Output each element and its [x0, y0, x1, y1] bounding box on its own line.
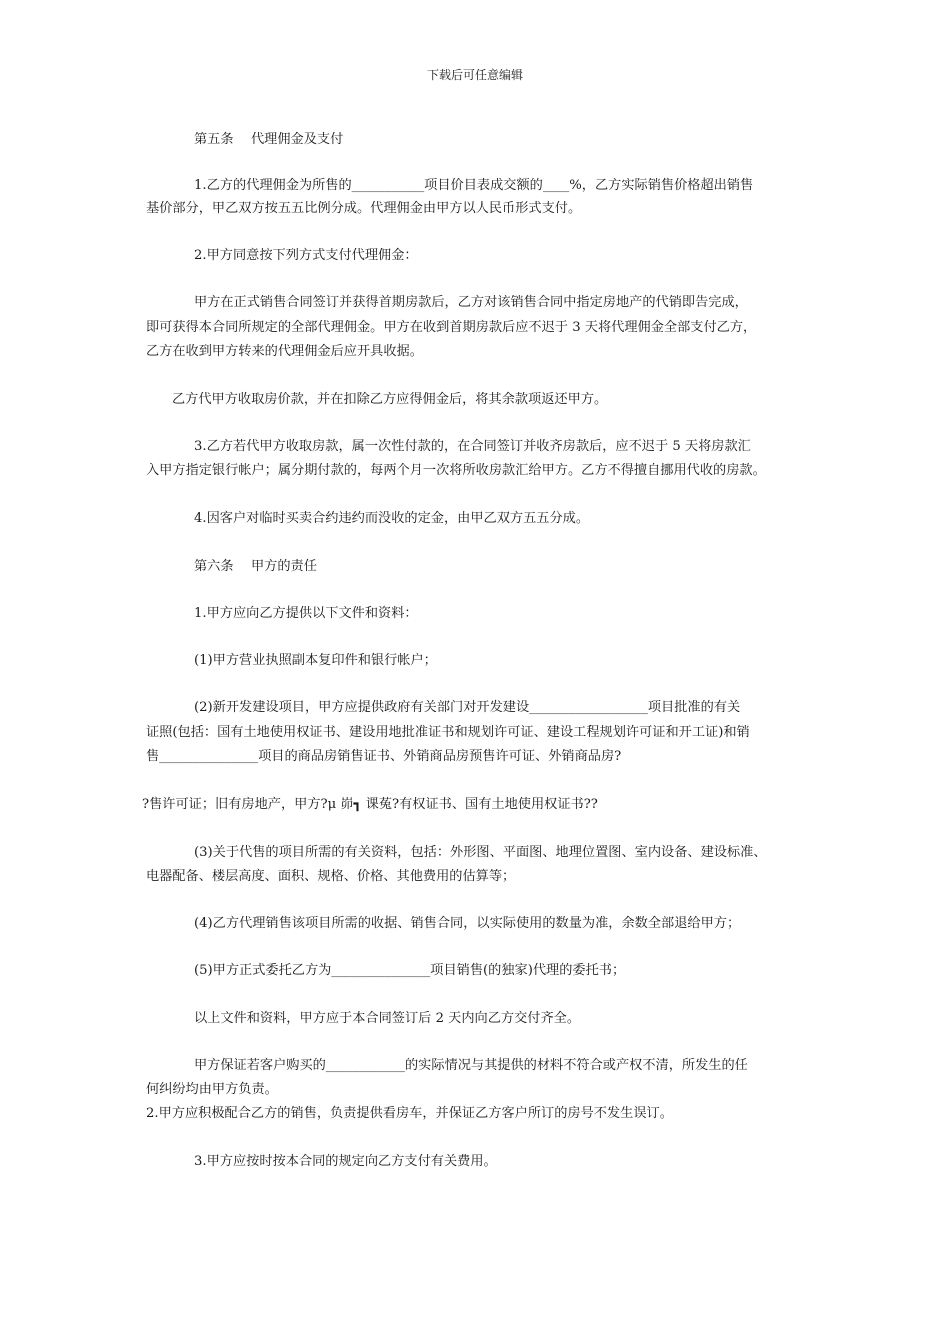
paragraph-line: (2)新开发建设项目，甲方应提供政府有关部门对开发建设__________________项目批准的有关	[194, 700, 741, 715]
article-5-title: 第五条 代理佣金及支付	[194, 132, 344, 147]
paragraph-line: 电器配备、楼层高度、面积、规格、价格、其他费用的估算等；	[146, 869, 516, 884]
paragraph-line: 甲方保证若客户购买的____________的实际情况与其提供的材料不符合或产权不清，所发生的任	[194, 1058, 748, 1073]
paragraph-line: 基价部分，甲乙双方按五五比例分成。代理佣金由甲方以人民币形式支付。	[146, 201, 582, 216]
paragraph-line: 即可获得本合同所规定的全部代理佣金。甲方在收到首期房款后应不迟于 3 天将代理佣金全部支付乙方，	[146, 320, 757, 335]
paragraph-line: 甲方在正式销售合同签订并获得首期房款后，乙方对该销售合同中指定房地产的代销即告完成，	[194, 295, 748, 310]
paragraph-line: 售_______________项目的商品房销售证书、外销商品房预售许可证、外销商品房?	[146, 749, 622, 764]
page-header: 下载后可任意编辑	[426, 68, 523, 82]
paragraph-line: 入甲方指定银行帐户；属分期付款的，每两个月一次将所收房款汇给甲方。乙方不得擅自挪用代收的房款。	[146, 463, 766, 478]
paragraph-line: (5)甲方正式委托乙方为_______________项目销售(的独家)代理的委托书；	[194, 963, 626, 978]
paragraph-line: (1)甲方营业执照副本复印件和银行帐户；	[194, 653, 437, 668]
paragraph-line: 1.乙方的代理佣金为所售的___________项目价目表成交额的____%，乙方实际销售价格超出销售	[194, 178, 754, 193]
paragraph-line: 3.甲方应按时按本合同的规定向乙方支付有关费用。	[194, 1154, 497, 1169]
paragraph-line: ?售许可证；旧有房地产，甲方?μ 峁┓ 课菟?有权证书、国有土地使用权证书??	[142, 797, 598, 812]
paragraph-line: 3.乙方若代甲方收取房款，属一次性付款的，在合同签订并收齐房款后，应不迟于 5 天将房款汇	[194, 439, 751, 454]
paragraph-line: 1.甲方应向乙方提供以下文件和资料：	[194, 606, 418, 621]
paragraph-line: 以上文件和资料，甲方应于本合同签订后 2 天内向乙方交付齐全。	[194, 1011, 581, 1026]
paragraph-line: (3)关于代售的项目所需的有关资料，包括：外形图、平面图、地理位置图、室内设备、建设标准、	[194, 845, 767, 860]
paragraph-line: 乙方在收到甲方转来的代理佣金后应开具收据。	[146, 344, 423, 359]
article-6-title: 第六条 甲方的责任	[194, 559, 317, 574]
paragraph-line: 4.因客户对临时买卖合约违约而没收的定金，由甲乙双方五五分成。	[194, 511, 590, 526]
paragraph-line: 何纠纷均由甲方负责。	[146, 1082, 278, 1097]
paragraph-line: 证照(包括：国有土地使用权证书、建设用地批准证书和规划许可证、建设工程规划许可证和开工证)和销	[146, 725, 750, 740]
paragraph-line: 2.甲方同意按下列方式支付代理佣金：	[194, 248, 418, 263]
paragraph-line: 乙方代甲方收取房价款，并在扣除乙方应得佣金后，将其余款项返还甲方。	[172, 392, 608, 407]
paragraph-line: (4)乙方代理销售该项目所需的收据、销售合同，以实际使用的数量为准，余数全部退给甲方；	[194, 916, 741, 931]
paragraph-line: 2.甲方应积极配合乙方的销售，负责提供看房车，并保证乙方客户所订的房号不发生误订。	[146, 1106, 673, 1121]
